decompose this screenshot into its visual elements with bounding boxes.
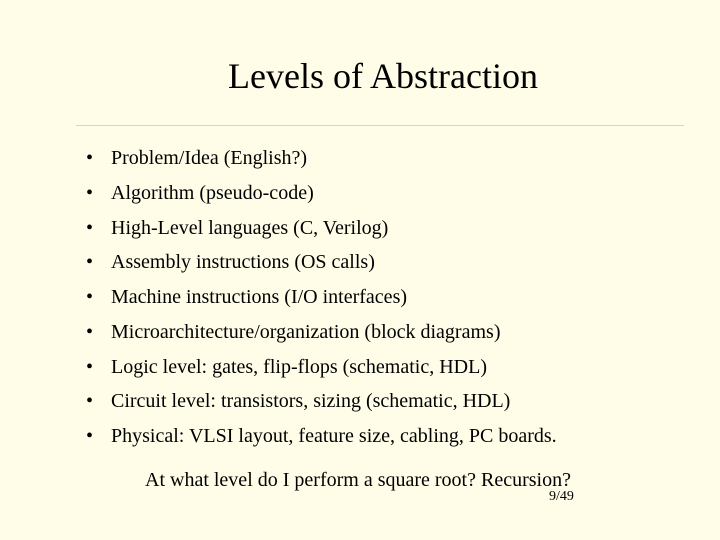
question-text: At what level do I perform a square root? Recursion? (145, 469, 571, 491)
bullet-icon: • (86, 216, 94, 239)
bullet-item-problem-idea (0, 141, 720, 176)
bullet-icon: • (86, 181, 94, 204)
bullet-item-physical (0, 419, 720, 454)
bullet-text: Algorithm (pseudo-code) (111, 181, 314, 204)
title-divider (76, 125, 684, 126)
bullet-icon: • (86, 147, 94, 169)
bullet-text: Circuit level: transistors, sizing (schematic, HDL) (111, 390, 511, 413)
bullet-icon: • (86, 251, 94, 274)
bullet-item-assembly-instructions (0, 245, 720, 280)
bullet-icon: • (86, 286, 94, 308)
slide-title: Levels of Abstraction (228, 56, 538, 96)
bullet-item-algorithm (0, 176, 720, 211)
bullet-text: Assembly instructions (OS calls) (111, 251, 375, 274)
bullet-text: Microarchitecture/organization (block diagrams) (111, 320, 501, 343)
bullet-icon: • (86, 355, 94, 378)
bullet-icon: • (86, 390, 94, 413)
bullet-item-microarchitecture (0, 315, 720, 350)
bullet-text: High-Level languages (C, Verilog) (111, 216, 389, 239)
bullet-item-high-level-languages (0, 211, 720, 246)
bullet-text: Physical: VLSI layout, feature size, cabling, PC boards. (111, 425, 557, 447)
bullet-icon: • (86, 320, 94, 343)
bullet-list (0, 141, 720, 454)
bullet-text: Machine instructions (I/O interfaces) (111, 286, 408, 308)
bullet-text: Problem/Idea (English?) (111, 147, 308, 169)
bullet-item-logic-level (0, 350, 720, 385)
bullet-item-machine-instructions (0, 280, 720, 315)
page-number: 9/49 (549, 489, 574, 504)
bullet-icon: • (86, 425, 94, 447)
bullet-item-circuit-level (0, 384, 720, 419)
bullet-text: Logic level: gates, flip-flops (schematic, HDL) (111, 355, 487, 378)
